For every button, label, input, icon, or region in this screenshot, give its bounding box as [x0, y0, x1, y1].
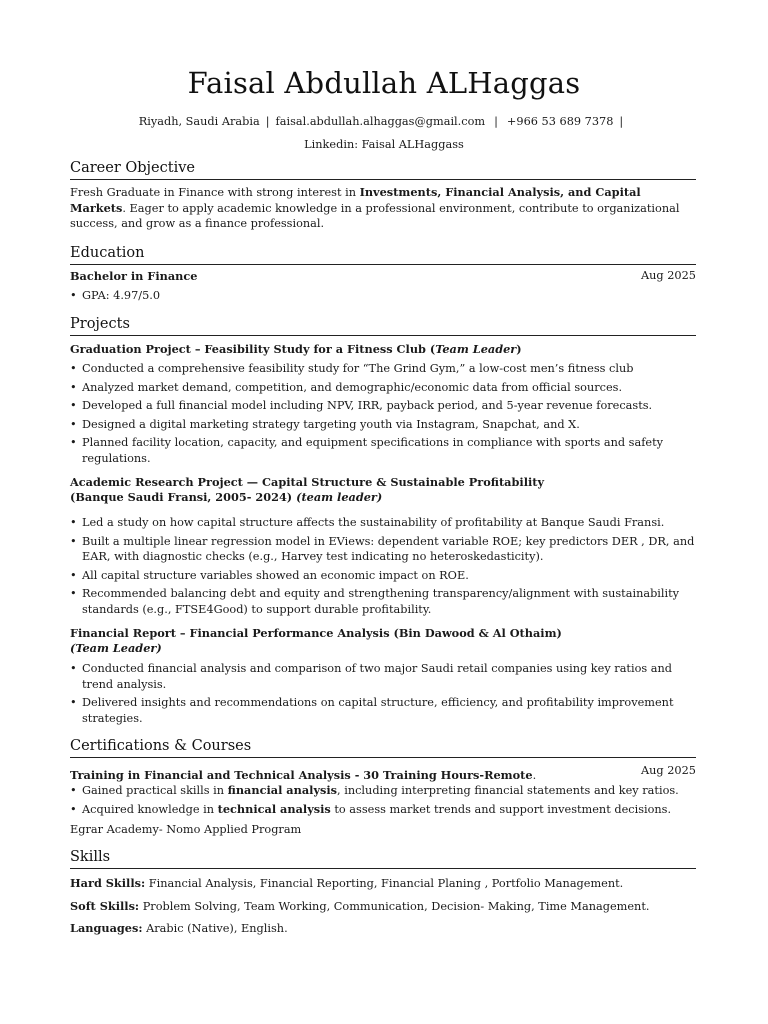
course-bullets: [70, 783, 696, 820]
location: Riyadh, Saudi Arabia: [138, 115, 260, 128]
list-item: • Designed a digital marketing strategy targeting youth via Instagram, Snapchat, and X.: [70, 417, 696, 433]
project-title: Financial Report – Financial Performance Analysis (Bin Dawood & Al Othaim): [70, 626, 562, 640]
list-item: • GPA: 4.97/5.0: [70, 288, 696, 304]
languages: Languages: Arabic (Native), English.: [70, 921, 288, 935]
list-item: • Delivered insights and recommendations on capital structure, efficiency, and profitability improvement strategies.: [70, 695, 696, 726]
phone: +966 53 689 7378: [506, 115, 614, 128]
skills-section: [70, 849, 696, 869]
section-title: Career Objective: [70, 160, 696, 180]
list-item: • Acquired knowledge in technical analysis to assess market trends and support investment decisions.: [70, 802, 696, 818]
project-title: Graduation Project – Feasibility Study for a Fitness Club (Team Leader): [70, 342, 522, 356]
project-1-bullets: [70, 361, 696, 469]
course-title: Training in Financial and Technical Analysis - 30 Training Hours-Remote: [70, 768, 533, 782]
linkedin-link[interactable]: Linkedin: Faisal ALHaggass: [304, 138, 464, 151]
contact-line: Riyadh, Saudi Arabia | faisal.abdullah.alhaggas@gmail.com | +966 53 689 7378 |: [138, 115, 624, 128]
project-3-bullets: [70, 661, 696, 729]
list-item: • Led a study on how capital structure affects the sustainability of profitability at Banque Saudi Fransi.: [70, 515, 696, 531]
course-date: Aug 2025: [640, 764, 696, 777]
career-section: [70, 160, 696, 232]
project-2-bullets: [70, 515, 696, 620]
projects-section: [70, 316, 696, 336]
education-date: Aug 2025: [640, 269, 696, 282]
list-item: • Built a multiple linear regression model in EViews: dependent variable ROE; key predictors DER , DR, and EAR, with diagnostic checks (e.g., Harvey test indicating no heteroskedasticity).: [70, 534, 696, 565]
list-item: • Analyzed market demand, competition, and demographic/economic data from official sources.: [70, 380, 696, 396]
soft-skills: Soft Skills: Problem Solving, Team Working, Communication, Decision- Making, Time Management.: [70, 899, 650, 913]
section-title: Education: [70, 245, 696, 265]
list-item: • Planned facility location, capacity, and equipment specifications in compliance with sports and safety regulations.: [70, 435, 696, 466]
list-item: • Conducted financial analysis and comparison of two major Saudi retail companies using key ratios and trend analysis.: [70, 661, 696, 692]
list-item: • Recommended balancing debt and equity and strengthening transparency/alignment with sustainability standards (e.g., FTSE4Good) to support durable profitability.: [70, 586, 696, 617]
education-bullets: [70, 288, 696, 304]
career-objective-text: Fresh Graduate in Finance with strong interest in Investments, Financial Analysis, and Capital Markets. Eager to apply academic knowledge in a professional environment, contribute to organizational success, and grow as a finance professional.: [70, 185, 680, 230]
project-title: Academic Research Project — Capital Structure & Sustainable Profitability: [70, 475, 545, 489]
section-title: Skills: [70, 849, 696, 869]
section-title: Certifications & Courses: [70, 738, 696, 758]
certifications-section: [70, 738, 696, 758]
email-link[interactable]: faisal.abdullah.alhaggas@gmail.com: [275, 115, 486, 128]
list-item: • Gained practical skills in financial analysis, including interpreting financial statements and key ratios.: [70, 783, 696, 799]
education-section: [70, 245, 696, 306]
section-title: Projects: [70, 316, 696, 336]
list-item: • All capital structure variables showed an economic impact on ROE.: [70, 568, 696, 584]
project-subtitle: (Banque Saudi Fransi, 2005- 2024) (team leader): [70, 490, 383, 504]
list-item: • Conducted a comprehensive feasibility study for “The Grind Gym,” a low-cost men’s fitness club: [70, 361, 696, 377]
candidate-name: Faisal Abdullah ALHaggas: [187, 66, 581, 100]
list-item: • Developed a full financial model including NPV, IRR, payback period, and 5-year revenue forecasts.: [70, 398, 696, 414]
project-role: (Team Leader): [70, 641, 162, 655]
hard-skills: Hard Skills: Financial Analysis, Financial Reporting, Financial Planing , Portfolio Management.: [70, 876, 624, 890]
degree: Bachelor in Finance: [70, 269, 198, 283]
course-provider: Egrar Academy- Nomo Applied Program: [70, 823, 302, 836]
course-row: Training in Financial and Technical Analysis - 30 Training Hours-Remote. Aug 2025: [70, 764, 696, 782]
